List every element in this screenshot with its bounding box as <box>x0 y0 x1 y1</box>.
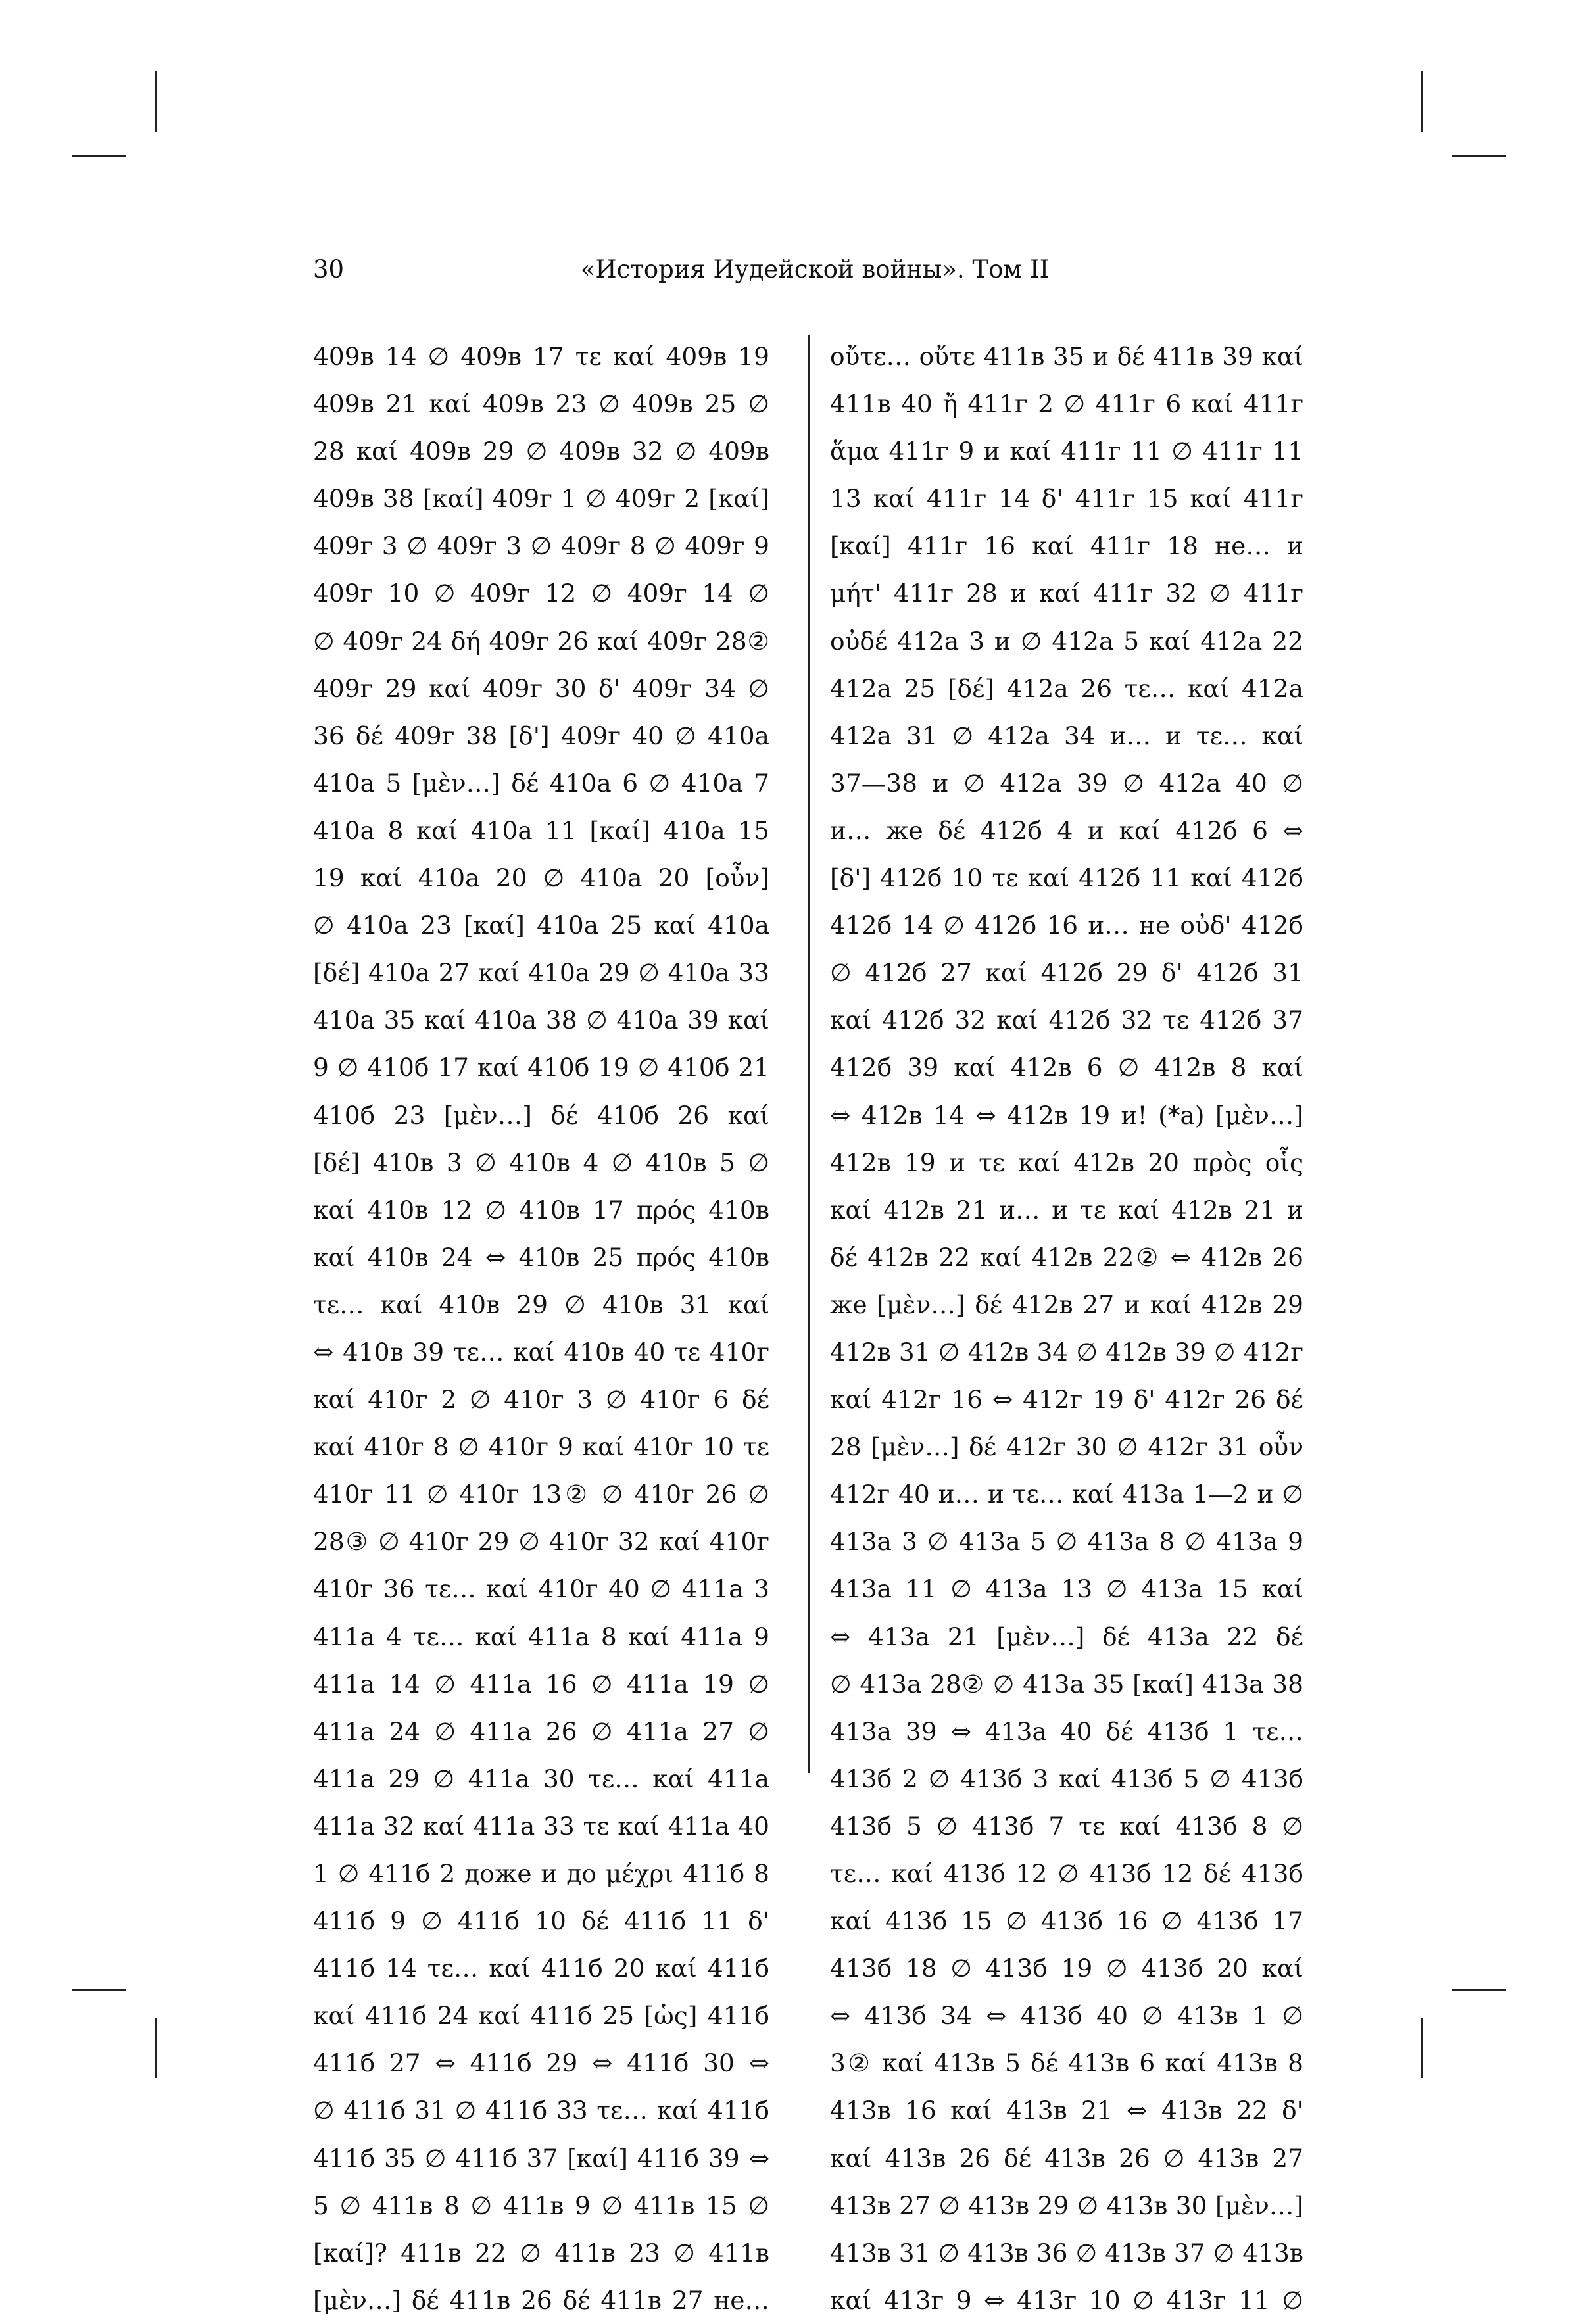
text-line: 412а 25 [δέ] 412а 26 τε… καί 412а <box>830 673 1303 703</box>
text-line: 28③ ∅ 410г 29 ∅ 410г 32 καί 410г <box>313 1527 769 1557</box>
text-line: 409в 14 ∅ 409в 17 τε καί 409в 19 <box>313 342 769 371</box>
running-title: «История Иудейской войны». Том II <box>580 255 1050 283</box>
text-line: ⇔ 413а 21 [μὲν…] δέ 413а 22 δέ <box>830 1622 1303 1651</box>
text-line: 1 ∅ 411б 2 доже и до μέχρι 411б 8 <box>313 1859 769 1888</box>
text-line: ∅ 412б 27 καί 412б 29 δ' 412б 31 <box>830 958 1303 988</box>
text-line: 411б 14 τε… καί 411б 20 καί 411б <box>313 1954 769 1983</box>
crop-mark-bottom-left-horizontal <box>72 1989 126 1991</box>
text-line: 411а 32 καί 411а 33 τε καί 411а 40 <box>313 1811 769 1841</box>
text-line: καί 412б 32 καί 412б 32 τε 412б 37 <box>830 1005 1303 1035</box>
text-line: 413в 16 καί 413в 21 ⇔ 413в 22 δ' <box>830 2096 1303 2125</box>
text-line: καί 410г 2 ∅ 410г 3 ∅ 410г 6 δέ <box>313 1385 769 1415</box>
text-line: 412б 39 καί 412в 6 ∅ 412в 8 καί <box>830 1053 1303 1082</box>
text-line: 37—38 и ∅ 412а 39 ∅ 412а 40 ∅ <box>830 768 1303 798</box>
text-line: 409г 3 ∅ 409г 3 ∅ 409г 8 ∅ 409г 9 <box>313 531 769 561</box>
text-line: 413а 39 ⇔ 413а 40 δέ 413б 1 τε… <box>830 1716 1303 1746</box>
text-line: [καί]? 411в 22 ∅ 411в 23 ∅ 411в <box>313 2238 769 2267</box>
text-line: 409в 38 [καί] 409г 1 ∅ 409г 2 [καί] <box>313 484 769 514</box>
text-line: καί 413б 15 ∅ 413б 16 ∅ 413б 17 <box>830 1906 1303 1936</box>
crop-mark-top-left-horizontal <box>72 155 126 157</box>
text-line: ∅ 411б 31 ∅ 411б 33 τε… καί 411б <box>313 2096 769 2125</box>
text-line: [δέ] 410а 27 καί 410а 29 ∅ 410а 33 <box>313 958 769 988</box>
crop-mark-top-right-vertical <box>1421 71 1423 132</box>
text-line: τε… καί 410в 29 ∅ 410в 31 καί <box>313 1290 769 1319</box>
text-line: 412в 19 и τε καί 412в 20 πρὸς οἷς <box>830 1148 1303 1177</box>
text-line: 413в 27 ∅ 413в 29 ∅ 413в 30 [μὲν…] <box>830 2191 1303 2220</box>
running-header <box>313 250 1317 289</box>
text-line: 413б 5 ∅ 413б 7 τε καί 413б 8 ∅ <box>830 1811 1303 1841</box>
text-line: καί 411б 24 καί 411б 25 [ὡς] 411б <box>313 2001 769 2031</box>
text-line: 411б 35 ∅ 411б 37 [καί] 411б 39 ⇔ <box>313 2143 769 2173</box>
text-line: μήτ' 411г 28 и καί 411г 32 ∅ 411г <box>830 579 1303 608</box>
column-divider <box>808 335 810 1773</box>
text-line: 412б 14 ∅ 412б 16 и… не οὐδ' 412б <box>830 911 1303 940</box>
text-line: καί 413в 26 δέ 413в 26 ∅ 413в 27 <box>830 2143 1303 2173</box>
crop-mark-bottom-left-vertical <box>155 2018 157 2078</box>
text-line: 411а 4 τε… καί 411а 8 καί 411а 9 <box>313 1622 769 1651</box>
text-line: 412г 40 и… и τε… καί 413а 1—2 и ∅ <box>830 1480 1303 1509</box>
text-line: 411а 24 ∅ 411а 26 ∅ 411а 27 ∅ <box>313 1716 769 1746</box>
text-line: 28 [μὲν…] δέ 412г 30 ∅ 412г 31 οὖν <box>830 1432 1303 1462</box>
text-line: καί 413г 9 ⇔ 413г 10 ∅ 413г 11 ∅ <box>830 2285 1303 2315</box>
text-line: καί 412г 16 ⇔ 412г 19 δ' 412г 26 δέ <box>830 1385 1303 1415</box>
text-line: 410а 35 καί 410а 38 ∅ 410а 39 καί <box>313 1005 769 1035</box>
left-text-column <box>313 333 769 2315</box>
text-line: 413а 3 ∅ 413а 5 ∅ 413а 8 ∅ 413а 9 <box>830 1527 1303 1557</box>
text-line: 36 δέ 409г 38 [δ'] 409г 40 ∅ 410а <box>313 721 769 750</box>
text-line: καί 410г 8 ∅ 410г 9 καί 410г 10 τε <box>313 1432 769 1462</box>
text-line: [μὲν…] δέ 411в 26 δέ 411в 27 не… <box>313 2285 769 2315</box>
text-line: ⇔ 410в 39 τε… καί 410в 40 τε 410г <box>313 1337 769 1367</box>
text-line: 410а 8 καί 410а 11 [καί] 410а 15 <box>313 815 769 845</box>
text-line: ∅ 409г 24 δή 409г 26 καί 409г 28② <box>313 626 769 656</box>
text-line: [δέ] 410в 3 ∅ 410в 4 ∅ 410в 5 ∅ <box>313 1148 769 1177</box>
page-number: 30 <box>313 255 345 283</box>
text-line: ⇔ 412в 14 ⇔ 412в 19 и! (*а) [μὲν…] <box>830 1100 1303 1130</box>
text-line: 410а 5 [μὲν…] δέ 410а 6 ∅ 410а 7 <box>313 768 769 798</box>
text-line: 411б 27 ⇔ 411б 29 ⇔ 411б 30 ⇔ <box>313 2048 769 2078</box>
text-line: 410г 36 τε… καί 410г 40 ∅ 411а 3 <box>313 1574 769 1604</box>
text-line: 409г 29 καί 409г 30 δ' 409г 34 ∅ <box>313 673 769 703</box>
text-line: 409г 10 ∅ 409г 12 ∅ 409г 14 ∅ <box>313 579 769 608</box>
text-line: καί 412в 21 и… и τε καί 412в 21 и <box>830 1195 1303 1224</box>
crop-mark-bottom-right-horizontal <box>1452 1989 1506 1991</box>
text-line: ∅ 410а 23 [καί] 410а 25 καί 410а <box>313 911 769 940</box>
text-line: 413б 18 ∅ 413б 19 ∅ 413б 20 καί <box>830 1954 1303 1983</box>
crop-mark-top-right-horizontal <box>1452 155 1506 157</box>
text-line: [δ'] 412б 10 τε καί 412б 11 καί 412б <box>830 863 1303 893</box>
text-line: ⇔ 413б 34 ⇔ 413б 40 ∅ 413в 1 ∅ <box>830 2001 1303 2031</box>
text-line: 413б 2 ∅ 413б 3 καί 413б 5 ∅ 413б <box>830 1764 1303 1793</box>
text-line: 411а 29 ∅ 411а 30 τε… καί 411а <box>313 1764 769 1793</box>
text-line: 412а 31 ∅ 412а 34 и… и τε… καί <box>830 721 1303 750</box>
text-line: 28 καί 409в 29 ∅ 409в 32 ∅ 409в <box>313 437 769 466</box>
text-line: ἅμα 411г 9 и καί 411г 11 ∅ 411г 11 <box>830 437 1303 466</box>
text-line: οὔτε… οὔτε 411в 35 и δέ 411в 39 καί <box>830 342 1303 371</box>
text-line: 411б 9 ∅ 411б 10 δέ 411б 11 δ' <box>313 1906 769 1936</box>
crop-mark-top-left-vertical <box>155 71 157 132</box>
text-line: 13 καί 411г 14 δ' 411г 15 καί 411г <box>830 484 1303 514</box>
text-line: 410г 11 ∅ 410г 13② ∅ 410г 26 ∅ <box>313 1480 769 1509</box>
text-line: καί 410в 12 ∅ 410в 17 πρός 410в <box>313 1195 769 1224</box>
text-line: и… же δέ 412б 4 и καί 412б 6 ⇔ <box>830 815 1303 845</box>
text-line: 413в 31 ∅ 413в 36 ∅ 413в 37 ∅ 413в <box>830 2238 1303 2267</box>
text-line: же [μὲν…] δέ 412в 27 и καί 412в 29 <box>830 1290 1303 1319</box>
text-line: 412в 31 ∅ 412в 34 ∅ 412в 39 ∅ 412г <box>830 1337 1303 1367</box>
text-line: 413а 11 ∅ 413а 13 ∅ 413а 15 καί <box>830 1574 1303 1604</box>
text-line: καί 410в 24 ⇔ 410в 25 πρός 410в <box>313 1242 769 1272</box>
text-line: 411в 40 ἤ 411г 2 ∅ 411г 6 καί 411г <box>830 389 1303 419</box>
text-line: [καί] 411г 16 καί 411г 18 не… и <box>830 531 1303 561</box>
right-text-column <box>830 333 1303 2315</box>
crop-mark-bottom-right-vertical <box>1421 2018 1423 2078</box>
text-line: 19 καί 410а 20 ∅ 410а 20 [οὖν] <box>313 863 769 893</box>
text-line: 3② καί 413в 5 δέ 413в 6 καί 413в 8 <box>830 2048 1303 2078</box>
text-line: ∅ 413а 28② ∅ 413а 35 [καί] 413а 38 <box>830 1669 1303 1699</box>
text-line: 411а 14 ∅ 411а 16 ∅ 411а 19 ∅ <box>313 1669 769 1699</box>
text-line: 409в 21 καί 409в 23 ∅ 409в 25 ∅ <box>313 389 769 419</box>
text-line: τε… καί 413б 12 ∅ 413б 12 δέ 413б <box>830 1859 1303 1888</box>
text-line: 5 ∅ 411в 8 ∅ 411в 9 ∅ 411в 15 ∅ <box>313 2191 769 2220</box>
text-line: δέ 412в 22 καί 412в 22② ⇔ 412в 26 <box>830 1242 1303 1272</box>
text-line: 9 ∅ 410б 17 καί 410б 19 ∅ 410б 21 <box>313 1053 769 1082</box>
text-line: οὐδέ 412а 3 и ∅ 412а 5 καί 412а 22 <box>830 626 1303 656</box>
text-line: 410б 23 [μὲν…] δέ 410б 26 καί <box>313 1100 769 1130</box>
